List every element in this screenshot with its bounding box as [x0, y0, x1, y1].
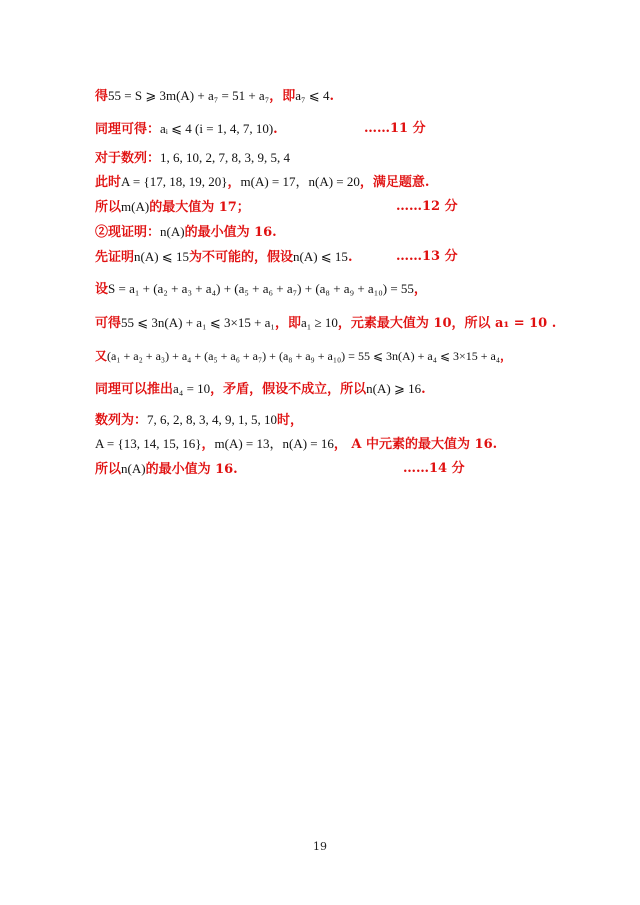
solution-line-8	[95, 281, 427, 298]
line-13-mid: ，	[201, 437, 215, 452]
line-2-math: aᵢ ⩽ 4 (i = 1, 4, 7, 10)	[160, 121, 274, 136]
score-marker-11: ……11 分	[364, 121, 426, 136]
line-1-math: 55 = S ⩾ 3m(A) + a₇ = 51 + a₇	[108, 88, 270, 103]
line-7-prefix: 先证明	[95, 250, 135, 265]
line-5-suffix: 的最大值为 17；	[149, 200, 250, 215]
solution-line-3	[95, 150, 290, 167]
solution-line-13	[95, 436, 497, 453]
line-6-suffix: 的最小值为 16.	[184, 225, 277, 240]
solution-line-5	[95, 199, 250, 216]
line-14-prefix: 所以	[95, 462, 122, 477]
line-9-math2: a₁ ≥ 10	[300, 315, 338, 330]
line-12-prefix: 数列为：	[95, 413, 148, 428]
line-2-suffix: .	[273, 122, 278, 137]
line-9-math: 55 ⩽ 3n(A) + a₁ ⩽ 3×15 + a₁	[121, 315, 275, 330]
line-10-prefix: 又	[95, 349, 108, 363]
line-8-math: S = a₁ + (a₂ + a₃ + a₄) + (a₅ + a₆ + a₇) + (a₈ + a₉ + a₁₀) = 55	[108, 281, 414, 296]
solution-line-12	[95, 412, 303, 429]
score-marker-13: ……13 分	[396, 249, 458, 264]
line-8-prefix: 设	[95, 282, 109, 297]
line-6-math: n(A)	[160, 224, 185, 239]
page-number: 19	[313, 840, 327, 853]
line-8-suffix: ，	[413, 282, 427, 297]
line-11-prefix: 同理可以推出	[95, 382, 174, 397]
line-7-math2: n(A) ⩽ 15	[292, 249, 348, 264]
solution-line-9	[95, 315, 556, 332]
line-14-suffix: 的最小值为 16.	[145, 462, 238, 477]
line-7-math: n(A) ⩽ 15	[134, 249, 189, 264]
line-11-math2: n(A) ⩾ 16	[366, 381, 422, 396]
line-5-math: m(A)	[121, 199, 150, 214]
line-5-prefix: 所以	[95, 200, 122, 215]
line-3-prefix: 对于数列：	[95, 151, 161, 166]
solution-line-2	[95, 121, 278, 138]
line-11-suffix: .	[421, 382, 426, 397]
line-4-suffix: ，满足题意.	[359, 175, 430, 190]
line-9-prefix: 可得	[95, 316, 122, 331]
line-4-math2: m(A) = 17，n(A) = 20	[240, 174, 360, 189]
solution-line-7	[95, 249, 352, 266]
line-13-math2: m(A) = 13，n(A) = 16	[214, 436, 334, 451]
solution-line-4	[95, 174, 429, 191]
line-7-suffix: .	[347, 250, 353, 265]
line-4-mid: ，	[227, 175, 241, 190]
line-12-suffix: 时，	[277, 413, 304, 428]
line-1-math2: a₇ ⩽ 4	[295, 88, 330, 103]
line-1-prefix: 得	[95, 89, 109, 104]
line-3-math: 1, 6, 10, 2, 7, 8, 3, 9, 5, 4	[160, 150, 291, 165]
line-12-math: 7, 6, 2, 8, 3, 4, 9, 1, 5, 10	[147, 412, 278, 427]
line-7-mid: 为不可能的，假设	[188, 250, 293, 265]
line-2-prefix: 同理可得：	[95, 122, 161, 137]
line-11-mid: ，矛盾，假设不成立，所以	[210, 382, 367, 397]
solution-line-11	[95, 381, 426, 398]
line-13-math: A = {13, 14, 15, 16}	[95, 436, 202, 451]
line-4-math: A = {17, 18, 19, 20}	[121, 174, 228, 189]
line-6-prefix: ②现证明：	[95, 225, 161, 240]
solution-line-14	[95, 461, 238, 478]
line-1-suffix: .	[329, 89, 334, 104]
score-marker-12: ……12 分	[396, 199, 458, 214]
line-1-mid: ，即	[269, 89, 296, 104]
line-10-math: (a₁ + a₂ + a₃) + a₄ + (a₅ + a₆ + a₇) + (a₈ + a₉ + a₁₀) = 55 ⩽ 3n(A) + a₄ ⩽ 3×15 + a₄	[107, 349, 501, 363]
line-10-suffix: ，	[500, 349, 513, 363]
score-marker-14: ……14 分	[403, 461, 465, 476]
line-9-suffix: ，元素最大值为 10，所以 a₁ = 10 .	[337, 316, 557, 331]
line-9-mid: ，即	[274, 316, 301, 331]
solution-line-1	[95, 88, 334, 105]
line-11-math: a₄ = 10	[173, 381, 211, 396]
line-13-suffix: ， A 中元素的最大值为 16.	[333, 437, 498, 452]
solution-line-6	[95, 224, 277, 241]
line-14-math: n(A)	[121, 461, 146, 476]
line-4-prefix: 此时	[95, 175, 122, 190]
solution-line-10	[95, 348, 512, 364]
